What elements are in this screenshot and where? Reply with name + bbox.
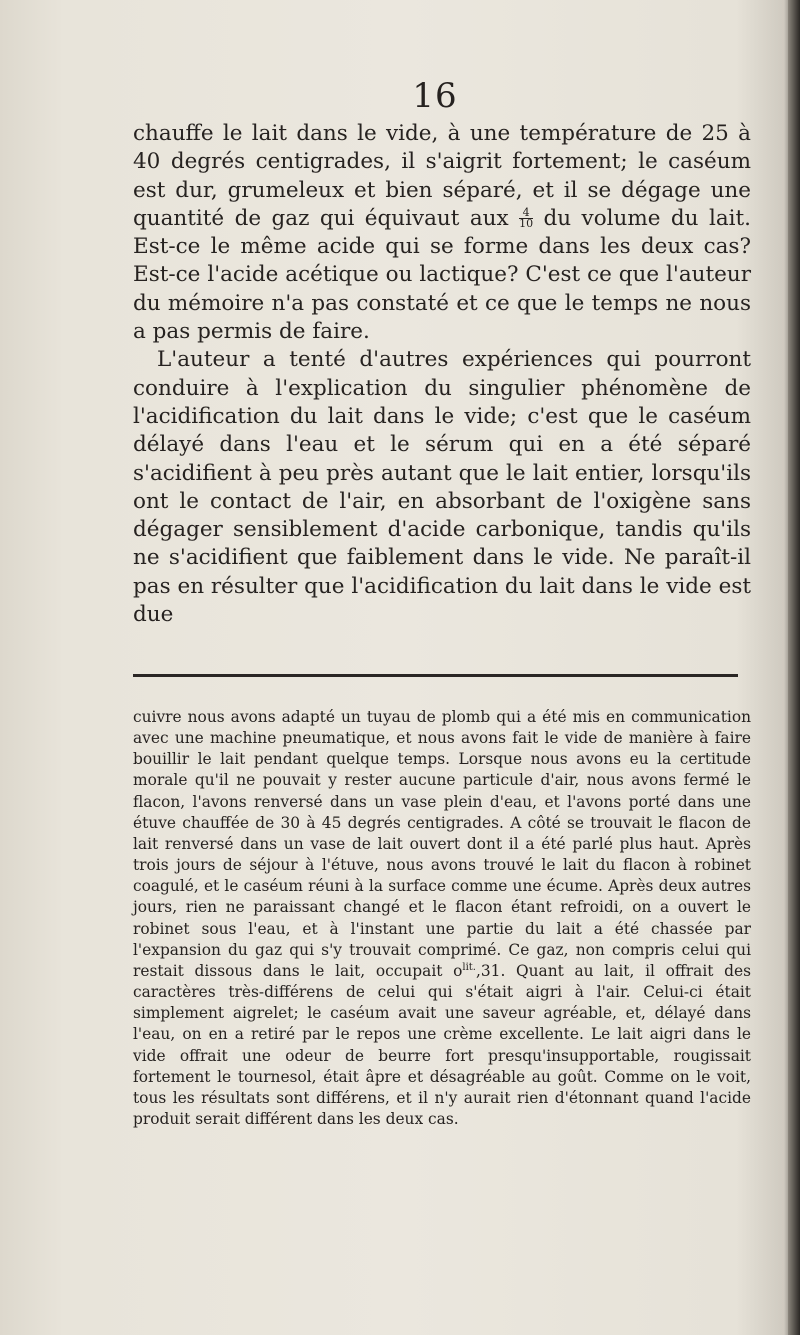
footnote-paragraph — [133, 707, 751, 1130]
paragraph-1-text-a: chauffe le lait dans le vide, à une température de 25 à 40 degrés centigrades, il s'aigrit fortement; le caséum est dur, grumeleux et bien séparé, et il se dégage une quantité de gaz qui équivaut aux — [133, 121, 751, 231]
main-text — [133, 120, 751, 629]
fraction — [519, 208, 533, 229]
fraction-numerator: 4 — [519, 208, 533, 219]
paragraph-2: L'auteur a tenté d'autres expériences qui pourront conduire à l'explication du singulier phénomène de l'acidification du lait dans le vide; c'est que le caséum délayé dans l'eau et le sérum qui en a été séparé s'acidifient à peu près autant que le lait entier, lorsqu'ils ont le contact de l'air, en absorbant de l'oxigène sans dégager sensiblement d'acide carbonique, tandis qu'ils ne s'acidifient que faiblement dans le vide. Ne paraît-il pas en résulter que l'acidification du lait dans le vide est due — [133, 347, 751, 628]
footnote — [133, 707, 751, 1130]
page-number: 16 — [412, 76, 458, 116]
footnote-text-a: cuivre nous avons adapté un tuyau de plomb qui a été mis en communication avec une machine pneumatique, et nous avons fait le vide de manière à faire bouillir le lait pendant quelque temps. Lorsque nous avons eu la certitude morale qu'il ne pouvait y rester aucune particule d'air, nous avons fermé le flacon, l'avons renversé dans un vase plein d'eau, et l'avons porté dans une étuve chauffée de 30 à 45 degrés centigrades. A côté se trouvait le flacon de lait renversé dans un vase de lait ouvert dont il a été parlé plus haut. Après trois jours de séjour à l'étuve, nous avons trouvé le lait du flacon à robinet coagulé, et le caséum réuni à la surface comme une écume. Après deux autres jours, rien ne paraissant changé et le flacon étant refroidi, on a ouvert le robinet sous l'eau, et à l'instant une partie du lait a été chassée par l'expansion du gaz qui s'y trouvait comprimé. Ce gaz, non compris celui qui restait dissous dans le lait, occupait o — [133, 708, 751, 980]
paragraph-1 — [133, 120, 751, 346]
footnote-text-b: ,31. Quant au lait, il offrait des caractères très-différens de celui qui s'était aigri à l'air. Celui-ci était simplement aigrelet; le caséum avait une saveur agréable, et, délayé dans l'eau, on en a retiré par le repos une crème excellente. Le lait aigri dans le vide offrait une odeur de beurre fort presqu'insupportable, rougissait fortement le tournesol, était âpre et désagréable au goût. Comme on le voit, tous les résultats sont différens, et il n'y aurait rien d'étonnant quand l'acide produit serait différent dans les deux cas. — [133, 961, 751, 1128]
fraction-denominator: 10 — [519, 217, 534, 231]
footnote-divider — [133, 674, 738, 677]
page-edge-shadow — [788, 0, 800, 1335]
paragraph-1-text-b: du volume du lait. Est-ce le même acide qui se forme dans les deux cas? Est-ce l'acide acétique ou lactique? C'est ce que l'auteur du mémoire n'a pas constaté et ce que le temps ne nous a pas permis de faire. — [133, 205, 751, 345]
footnote-superscript: lit. — [462, 961, 476, 973]
